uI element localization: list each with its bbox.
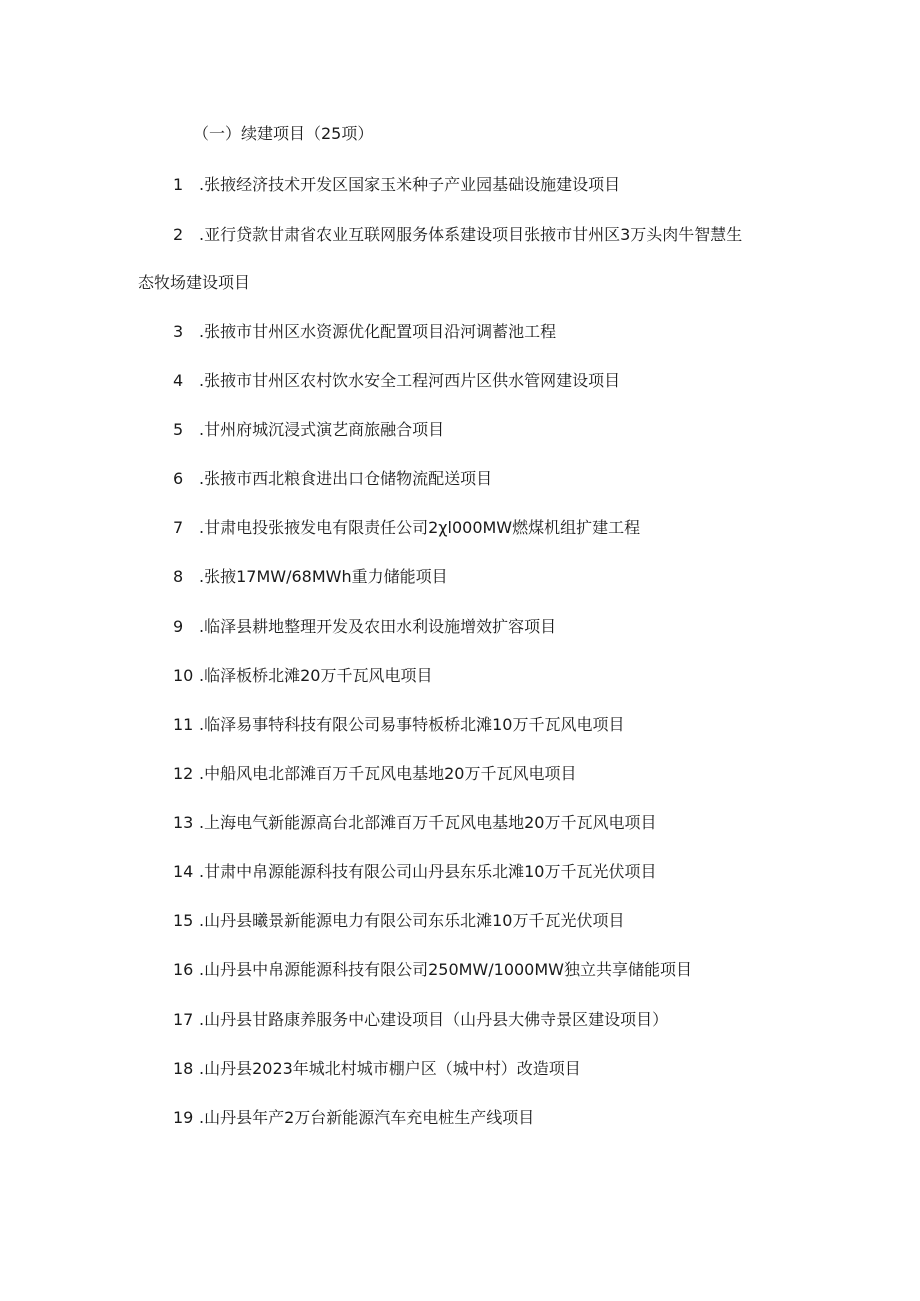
item-text: .上海电气新能源高台北部滩百万千瓦风电基地20万千瓦风电项目 [199,813,657,832]
item-text: .张掖17MW/68MWh重力储能项目 [199,567,448,586]
list-item [173,1059,581,1079]
list-item [173,420,444,440]
item-number: 1 [173,175,184,194]
list-item [173,567,448,587]
item-text: .山丹县曦景新能源电力有限公司东乐北滩10万千瓦光伏项目 [199,911,625,930]
list-item [173,1010,668,1030]
item-number: 19 [173,1108,194,1127]
item-text: .甘肃电投张掖发电有限责任公司2χl000MW燃煤机组扩建工程 [199,518,641,537]
item-number: 15 [173,911,194,930]
list-item [173,764,576,784]
item-number: 12 [173,764,194,783]
item-number: 2 [173,225,184,244]
item-number: 8 [173,567,184,586]
list-item [173,813,656,833]
item-text: .临泽板桥北滩20万千瓦风电项目 [199,666,433,685]
item-number: 13 [173,813,194,832]
item-text: .山丹县年产2万台新能源汽车充电桩生产线项目 [199,1108,535,1127]
item-text: .甘州府城沉浸式演艺商旅融合项目 [199,420,445,439]
item-text: .张掖市西北粮食进出口仓储物流配送项目 [199,469,493,488]
item-text: .甘肃中帛源能源科技有限公司山丹县东乐北滩10万千瓦光伏项目 [199,862,657,881]
section-heading: （一）续建项目（25项） [193,124,374,143]
item-number: 14 [173,862,194,881]
list-item [173,322,556,342]
item-number: 11 [173,715,194,734]
item-text: .张掖市甘州区水资源优化配置项目沿河调蓄池工程 [199,322,557,341]
item-number: 4 [173,371,184,390]
item-text: .张掖经济技术开发区国家玉米种子产业园基础设施建设项目 [199,175,621,194]
list-item [173,911,624,931]
item-number: 9 [173,617,184,636]
list-item [173,518,640,538]
item-text-continuation: 态牧场建设项目 [138,273,251,292]
item-text: .亚行贷款甘肃省农业互联网服务体系建设项目张掖市甘州区3万头肉牛智慧生 [199,225,743,244]
item-number: 7 [173,518,184,537]
list-item [173,225,742,245]
list-item [173,960,692,980]
item-text: .临泽县耕地整理开发及农田水利设施增效扩容项目 [199,617,557,636]
item-number: 17 [173,1010,194,1029]
item-text: .临泽易事特科技有限公司易事特板桥北滩10万千瓦风电项目 [199,715,625,734]
item-number: 3 [173,322,184,341]
list-item [173,617,556,637]
item-text: .张掖市甘州区农村饮水安全工程河西片区供水管网建设项目 [199,371,621,390]
list-item [173,862,656,882]
item-text: .中船风电北部滩百万千瓦风电基地20万千瓦风电项目 [199,764,577,783]
list-item [173,469,492,489]
item-text: .山丹县2023年城北村城市棚户区（城中村）改造项目 [199,1059,581,1078]
item-number: 16 [173,960,194,979]
list-item [173,175,620,195]
list-item [173,666,432,686]
item-number: 5 [173,420,184,439]
list-item [173,371,620,391]
list-item [173,1108,534,1128]
item-number: 18 [173,1059,194,1078]
item-text: .山丹县中帛源能源科技有限公司250MW/1000MW独立共享储能项目 [199,960,692,979]
list-item [173,715,624,735]
item-text: .山丹县甘路康养服务中心建设项目（山丹县大佛寺景区建设项目） [199,1010,669,1029]
item-number: 6 [173,469,184,488]
item-number: 10 [173,666,194,685]
